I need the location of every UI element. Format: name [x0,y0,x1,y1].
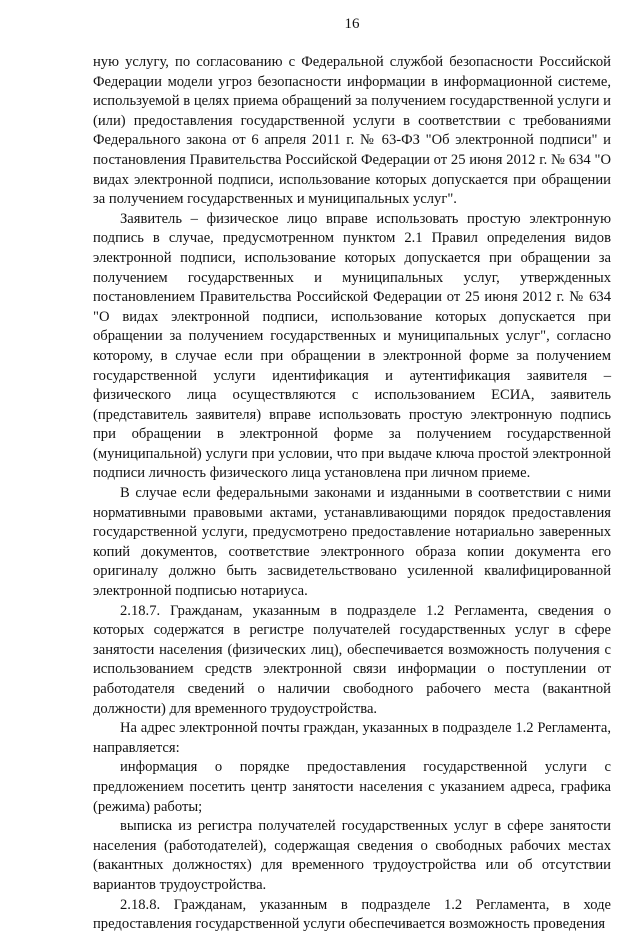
paragraph-email-intro: На адрес электронной почты граждан, указанных в подразделе 1.2 Регламента, направляется: [93,720,611,756]
list-item-register-extract: выписка из регистра получателей государственных услуг в сфере занятости населения (работодателей), содержащая сведения о свободных рабочих местах (вакантных должностях) для временного трудоустройства или об отсутствии вариантов трудоустройства. [93,818,611,893]
paragraph-2-18-8: 2.18.8. Гражданам, указанным в подразделе 1.2 Регламента, в ходе предоставления государственной услуги обеспечивается возможность проведения [93,896,611,933]
page-number: 16 [344,16,360,32]
paragraph-2-18-7: 2.18.7. Гражданам, указанным в подразделе 1.2 Регламента, сведения о которых содержатся в регистре получателей государственных услуг в сфере занятости населения (физических лиц), обеспечивается возможность получения с использованием средств электронной связи информации о поступлении от работодателя сведений о наличии свободного рабочего места (вакантной должности) для временного трудоустройства. [93,602,611,717]
paragraph-applicant-signature: Заявитель – физическое лицо вправе использовать простую электронную подпись в случае, предусмотренном пунктом 2.1 Правил определения видов электронной подписи, использование которых допускается при обращении за получением государственных и муниципальных услуг, утвержденных постановлением Правительства Российской Федерации от 25 июня 2012 г. № 634 "О видах электронной подписи, использование которых допускается при обращении за получением государственных и муниципальных услуг", согласно которому, в случае если при обращении в электронной форме за получением государственной услуги идентификация и аутентификация заявителя – физического лица осуществляются с использованием ЕСИА, заявитель (представитель заявителя) вправе использовать простую электронную подпись при обращении в электронной форме за получением государственной (муниципальной) услуги при условии, что при выдаче ключа простой электронной подписи личность физического лица установлена при личном приеме. [93,210,611,482]
paragraph-continuation: ную услугу, по согласованию с Федеральной службой безопасности Российской Федерации модели угроз безопасности информации в информационной системе, используемой в целях приема обращений за получением государственной услуги и (или) предоставления государственной услуги в соответствии с требованиями Федерального закона от 6 апреля 2011 г. № 63-ФЗ "Об электронной подписи" и постановления Правительства Российской Федерации от 25 июня 2012 г. № 634 "О видах электронной подписи, использование которых допускается при обращении за получением государственных и муниципальных услуг". [93,54,611,208]
paragraph-notarized-copies: В случае если федеральными законами и изданными в соответствии с ними нормативными правовыми актами, устанавливающими порядок предоставления государственной услуги, предусмотрено предоставление нотариально заверенных копий документов, соответствие электронного образа копии документа его оригиналу должно быть засвидетельствовано усиленной квалифицированной электронной подписью нотариуса. [93,485,611,600]
list-item-service-info: информация о порядке предоставления государственной услуги с предложением посетить центр занятости населения с указанием адреса, графика (режима) работы; [93,759,611,815]
